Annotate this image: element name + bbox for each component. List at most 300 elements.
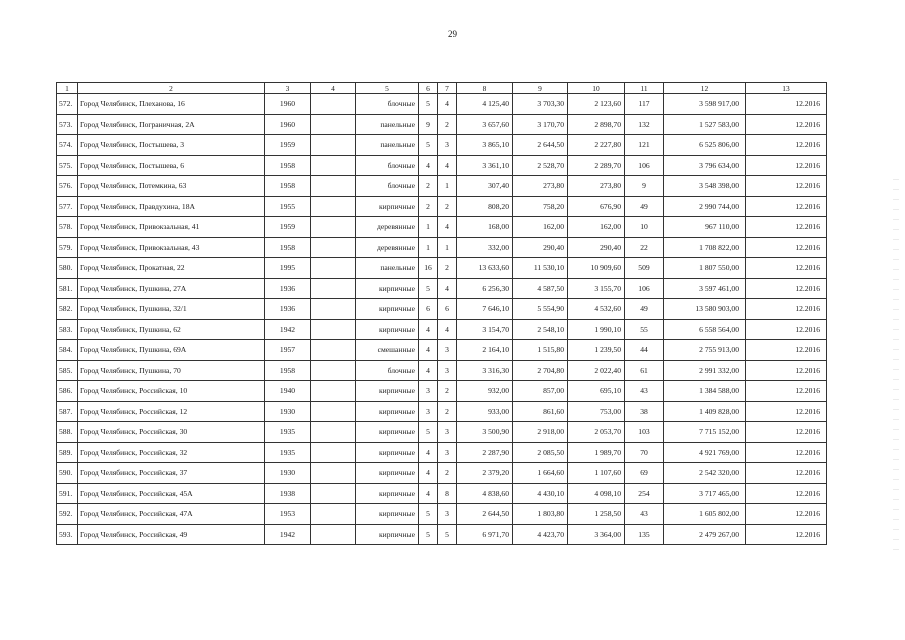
table-cell: кирпичные xyxy=(356,483,419,504)
table-cell: 1942 xyxy=(265,319,311,340)
table-cell: 1935 xyxy=(265,422,311,443)
table-cell: 588. xyxy=(57,422,78,443)
table-cell: 861,60 xyxy=(513,401,568,422)
table-cell: 2 542 320,00 xyxy=(664,463,746,484)
table-cell: 8 xyxy=(438,483,457,504)
table-cell: 3 xyxy=(438,422,457,443)
table-cell: 583. xyxy=(57,319,78,340)
table-cell: 12.2016 xyxy=(746,463,827,484)
table-cell: кирпичные xyxy=(356,196,419,217)
table-cell: 1 239,50 xyxy=(568,340,625,361)
table-cell: 808,20 xyxy=(457,196,513,217)
table-cell: 1 384 588,00 xyxy=(664,381,746,402)
table-cell: 12.2016 xyxy=(746,422,827,443)
table-cell: 5 xyxy=(438,524,457,545)
table-cell: 12.2016 xyxy=(746,258,827,279)
table-cell: кирпичные xyxy=(356,278,419,299)
table-cell: 12.2016 xyxy=(746,483,827,504)
table-cell: 2 479 267,00 xyxy=(664,524,746,545)
table-cell: 2 085,50 xyxy=(513,442,568,463)
table-cell xyxy=(311,340,356,361)
table-cell: Город Челябинск, Постышева, 3 xyxy=(78,135,265,156)
table-cell: 1 664,60 xyxy=(513,463,568,484)
table-cell: 121 xyxy=(625,135,664,156)
table-cell: 3 703,30 xyxy=(513,94,568,115)
table-cell: блочные xyxy=(356,360,419,381)
table-cell xyxy=(311,237,356,258)
table-cell: Город Челябинск, Российская, 10 xyxy=(78,381,265,402)
table-cell: 3 xyxy=(438,135,457,156)
table-cell: 6 971,70 xyxy=(457,524,513,545)
table-cell: блочные xyxy=(356,155,419,176)
table-cell: кирпичные xyxy=(356,422,419,443)
table-cell: кирпичные xyxy=(356,381,419,402)
column-header: 3 xyxy=(265,83,311,94)
table-cell: 1 xyxy=(419,237,438,258)
table-cell: 1 803,80 xyxy=(513,504,568,525)
table-cell: 2 xyxy=(438,114,457,135)
table-cell: 3 154,70 xyxy=(457,319,513,340)
table-cell: 13 633,60 xyxy=(457,258,513,279)
table-cell: 3 796 634,00 xyxy=(664,155,746,176)
table-cell: 575. xyxy=(57,155,78,176)
table-cell: кирпичные xyxy=(356,319,419,340)
table-cell: 10 xyxy=(625,217,664,238)
table-cell: 581. xyxy=(57,278,78,299)
table-cell: 12.2016 xyxy=(746,319,827,340)
table-cell: 1930 xyxy=(265,401,311,422)
table-row xyxy=(57,360,827,381)
table-cell: 3 717 465,00 xyxy=(664,483,746,504)
table-cell xyxy=(311,381,356,402)
table-cell xyxy=(311,319,356,340)
table-cell: 12.2016 xyxy=(746,94,827,115)
table-cell: 106 xyxy=(625,278,664,299)
scan-artifact xyxy=(893,170,899,550)
table-cell: 576. xyxy=(57,176,78,197)
table-cell: 135 xyxy=(625,524,664,545)
table-cell: 1995 xyxy=(265,258,311,279)
table-cell xyxy=(311,94,356,115)
table-cell: 2 xyxy=(438,463,457,484)
table-cell: 3 xyxy=(438,504,457,525)
table-cell: 162,00 xyxy=(513,217,568,238)
table-cell: деревянные xyxy=(356,237,419,258)
column-header: 11 xyxy=(625,83,664,94)
table-cell: 1958 xyxy=(265,176,311,197)
table-cell: 578. xyxy=(57,217,78,238)
table-cell: смешанные xyxy=(356,340,419,361)
table-cell: 132 xyxy=(625,114,664,135)
table-cell: 2 xyxy=(438,401,457,422)
table-cell: 12.2016 xyxy=(746,176,827,197)
table-cell: 7 646,10 xyxy=(457,299,513,320)
table-cell: 2 xyxy=(438,196,457,217)
table-cell xyxy=(311,401,356,422)
table-cell: 4 587,50 xyxy=(513,278,568,299)
table-row xyxy=(57,524,827,545)
table-cell: кирпичные xyxy=(356,524,419,545)
table-cell: 4 xyxy=(419,463,438,484)
table-cell: 12.2016 xyxy=(746,524,827,545)
table-cell: 2 xyxy=(438,381,457,402)
column-header: 4 xyxy=(311,83,356,94)
table-cell: 1 xyxy=(419,217,438,238)
table-cell: 12.2016 xyxy=(746,442,827,463)
table-cell xyxy=(311,114,356,135)
table-cell: Город Челябинск, Правдухина, 18А xyxy=(78,196,265,217)
table-cell: панельные xyxy=(356,258,419,279)
table-cell: Город Челябинск, Пограничная, 2А xyxy=(78,114,265,135)
column-header: 13 xyxy=(746,83,827,94)
table-cell: 2 xyxy=(438,258,457,279)
table-cell: 12.2016 xyxy=(746,196,827,217)
table-row xyxy=(57,504,827,525)
table-cell: 4 423,70 xyxy=(513,524,568,545)
table-cell xyxy=(311,176,356,197)
table-cell: 1935 xyxy=(265,442,311,463)
table-cell xyxy=(311,278,356,299)
table-cell: 106 xyxy=(625,155,664,176)
table-row xyxy=(57,135,827,156)
column-header: 5 xyxy=(356,83,419,94)
table-row xyxy=(57,258,827,279)
table-cell xyxy=(311,422,356,443)
table-cell: 162,00 xyxy=(568,217,625,238)
table-cell: панельные xyxy=(356,114,419,135)
table-cell: Город Челябинск, Российская, 49 xyxy=(78,524,265,545)
table-row xyxy=(57,463,827,484)
table-cell: 4 xyxy=(419,483,438,504)
table-cell: Город Челябинск, Постышева, 6 xyxy=(78,155,265,176)
table-row xyxy=(57,155,827,176)
table-cell: 574. xyxy=(57,135,78,156)
table-cell: 1960 xyxy=(265,114,311,135)
table-cell: 3 155,70 xyxy=(568,278,625,299)
table-cell: 69 xyxy=(625,463,664,484)
table-cell xyxy=(311,360,356,381)
table-cell: 4 532,60 xyxy=(568,299,625,320)
table-cell: 582. xyxy=(57,299,78,320)
table-cell: 2 528,70 xyxy=(513,155,568,176)
table-cell: 5 xyxy=(419,94,438,115)
table-cell: Город Челябинск, Пушкина, 69А xyxy=(78,340,265,361)
table-cell: 1 409 828,00 xyxy=(664,401,746,422)
table-cell: блочные xyxy=(356,176,419,197)
table-cell: 3 657,60 xyxy=(457,114,513,135)
table-cell: 586. xyxy=(57,381,78,402)
table-cell: 273,80 xyxy=(513,176,568,197)
table-cell: 4 838,60 xyxy=(457,483,513,504)
table-cell: 1936 xyxy=(265,278,311,299)
table-cell: 1959 xyxy=(265,135,311,156)
table-cell: 587. xyxy=(57,401,78,422)
table-cell: 332,00 xyxy=(457,237,513,258)
table-cell: 16 xyxy=(419,258,438,279)
column-header: 10 xyxy=(568,83,625,94)
table-row xyxy=(57,237,827,258)
table-cell: 573. xyxy=(57,114,78,135)
table-cell: 3 865,10 xyxy=(457,135,513,156)
table-cell: 3 597 461,00 xyxy=(664,278,746,299)
table-cell: 1959 xyxy=(265,217,311,238)
table-cell: Город Челябинск, Российская, 45А xyxy=(78,483,265,504)
table-row xyxy=(57,278,827,299)
table-cell: 2 xyxy=(419,176,438,197)
table-cell: 49 xyxy=(625,299,664,320)
table-cell: 13 580 903,00 xyxy=(664,299,746,320)
table-cell xyxy=(311,463,356,484)
table-cell: 1930 xyxy=(265,463,311,484)
table-cell: 1958 xyxy=(265,237,311,258)
table-cell: Город Челябинск, Пушкина, 27А xyxy=(78,278,265,299)
table-cell xyxy=(311,196,356,217)
table-cell: 2 053,70 xyxy=(568,422,625,443)
table-cell: Город Челябинск, Потемкина, 63 xyxy=(78,176,265,197)
table-cell: 55 xyxy=(625,319,664,340)
table-cell: 22 xyxy=(625,237,664,258)
table-cell: 1938 xyxy=(265,483,311,504)
column-header: 7 xyxy=(438,83,457,94)
table-cell: 857,00 xyxy=(513,381,568,402)
table-cell: 1940 xyxy=(265,381,311,402)
table-cell: 1 807 550,00 xyxy=(664,258,746,279)
table-cell xyxy=(311,135,356,156)
table-cell: 2 918,00 xyxy=(513,422,568,443)
table-cell: Город Челябинск, Российская, 37 xyxy=(78,463,265,484)
table-cell: кирпичные xyxy=(356,401,419,422)
table-cell xyxy=(311,217,356,238)
table-cell: 753,00 xyxy=(568,401,625,422)
table-cell: Город Челябинск, Российская, 30 xyxy=(78,422,265,443)
table-cell: 932,00 xyxy=(457,381,513,402)
table-cell: 2 644,50 xyxy=(513,135,568,156)
table-cell: 5 xyxy=(419,504,438,525)
table-cell xyxy=(311,442,356,463)
table-cell: 4 xyxy=(419,319,438,340)
table-cell: 1 990,10 xyxy=(568,319,625,340)
table-cell: 12.2016 xyxy=(746,278,827,299)
table-cell: 3 548 398,00 xyxy=(664,176,746,197)
table-cell: 593. xyxy=(57,524,78,545)
table-cell: 3 xyxy=(419,401,438,422)
table-cell: 3 500,90 xyxy=(457,422,513,443)
table-cell: 4 098,10 xyxy=(568,483,625,504)
table-cell: 695,10 xyxy=(568,381,625,402)
table-cell: 4 921 769,00 xyxy=(664,442,746,463)
table-cell: 676,90 xyxy=(568,196,625,217)
table-cell: Город Челябинск, Пушкина, 70 xyxy=(78,360,265,381)
table-cell: 1 xyxy=(438,237,457,258)
table-row xyxy=(57,94,827,115)
table-cell: 2 991 332,00 xyxy=(664,360,746,381)
table-cell: 6 558 564,00 xyxy=(664,319,746,340)
table-cell: панельные xyxy=(356,135,419,156)
table-cell: 10 909,60 xyxy=(568,258,625,279)
table-cell: 12.2016 xyxy=(746,217,827,238)
table-cell xyxy=(311,504,356,525)
table-row xyxy=(57,319,827,340)
table-cell: 584. xyxy=(57,340,78,361)
table-cell: 2 123,60 xyxy=(568,94,625,115)
table-cell: 1957 xyxy=(265,340,311,361)
table-cell: 12.2016 xyxy=(746,299,827,320)
table-cell: 580. xyxy=(57,258,78,279)
table-row xyxy=(57,340,827,361)
table-cell: 3 364,00 xyxy=(568,524,625,545)
table-cell: 4 xyxy=(419,340,438,361)
table-cell: 12.2016 xyxy=(746,155,827,176)
table-cell: 1 605 802,00 xyxy=(664,504,746,525)
table-cell: 585. xyxy=(57,360,78,381)
table-cell: 1955 xyxy=(265,196,311,217)
table-cell: 168,00 xyxy=(457,217,513,238)
column-header: 9 xyxy=(513,83,568,94)
table-cell: 5 xyxy=(419,524,438,545)
table-cell: 758,20 xyxy=(513,196,568,217)
table-cell: 117 xyxy=(625,94,664,115)
table-cell: 49 xyxy=(625,196,664,217)
table-cell: 6 525 806,00 xyxy=(664,135,746,156)
table-cell: 12.2016 xyxy=(746,401,827,422)
table-cell: 933,00 xyxy=(457,401,513,422)
table-cell: 572. xyxy=(57,94,78,115)
table-cell: кирпичные xyxy=(356,299,419,320)
table-row xyxy=(57,401,827,422)
table-row xyxy=(57,442,827,463)
table-cell: 5 554,90 xyxy=(513,299,568,320)
table-cell: 12.2016 xyxy=(746,135,827,156)
table-cell: 1936 xyxy=(265,299,311,320)
table-cell: 3 361,10 xyxy=(457,155,513,176)
table-cell: 589. xyxy=(57,442,78,463)
table-cell: 43 xyxy=(625,381,664,402)
table-header-row xyxy=(57,83,827,94)
table-cell: 290,40 xyxy=(568,237,625,258)
table-cell: 1958 xyxy=(265,155,311,176)
table-cell: 967 110,00 xyxy=(664,217,746,238)
table-cell xyxy=(311,258,356,279)
table-row xyxy=(57,381,827,402)
table-cell xyxy=(311,483,356,504)
table-cell: 1 258,50 xyxy=(568,504,625,525)
table-cell: 12.2016 xyxy=(746,381,827,402)
table-cell: 5 xyxy=(419,278,438,299)
table-cell: 254 xyxy=(625,483,664,504)
table-cell: 4 xyxy=(419,442,438,463)
table-cell: 9 xyxy=(625,176,664,197)
table-cell: 61 xyxy=(625,360,664,381)
table-cell: 70 xyxy=(625,442,664,463)
table-cell: 509 xyxy=(625,258,664,279)
table-cell: Город Челябинск, Пушкина, 62 xyxy=(78,319,265,340)
table-cell: 1 515,80 xyxy=(513,340,568,361)
table-cell: 1942 xyxy=(265,524,311,545)
table-cell: 1958 xyxy=(265,360,311,381)
page-number: 29 xyxy=(448,29,457,39)
table-cell: 1 989,70 xyxy=(568,442,625,463)
table-cell: 4 xyxy=(438,94,457,115)
table-cell: 1 527 583,00 xyxy=(664,114,746,135)
table-cell: 2 704,80 xyxy=(513,360,568,381)
table-cell: 4 125,40 xyxy=(457,94,513,115)
table-cell: 3 316,30 xyxy=(457,360,513,381)
table-cell: Город Челябинск, Российская, 32 xyxy=(78,442,265,463)
table-cell: 592. xyxy=(57,504,78,525)
table-cell: 290,40 xyxy=(513,237,568,258)
table-cell: 1960 xyxy=(265,94,311,115)
table-cell: Город Челябинск, Плеханова, 16 xyxy=(78,94,265,115)
table-cell: 12.2016 xyxy=(746,237,827,258)
table-cell: кирпичные xyxy=(356,463,419,484)
table-cell: 103 xyxy=(625,422,664,443)
table-cell: 3 598 917,00 xyxy=(664,94,746,115)
column-header: 1 xyxy=(57,83,78,94)
table-cell: 2 022,40 xyxy=(568,360,625,381)
table-cell: 12.2016 xyxy=(746,340,827,361)
table-cell: 591. xyxy=(57,483,78,504)
table-cell: 2 644,50 xyxy=(457,504,513,525)
table-cell: 4 xyxy=(438,319,457,340)
table-cell: блочные xyxy=(356,94,419,115)
table-cell: кирпичные xyxy=(356,504,419,525)
table-cell: 11 530,10 xyxy=(513,258,568,279)
table-cell xyxy=(311,299,356,320)
table-cell: Город Челябинск, Прокатная, 22 xyxy=(78,258,265,279)
table-cell: 9 xyxy=(419,114,438,135)
column-header: 6 xyxy=(419,83,438,94)
table-cell: 12.2016 xyxy=(746,504,827,525)
table-row xyxy=(57,422,827,443)
table-cell: 3 xyxy=(438,442,457,463)
table-cell: 273,80 xyxy=(568,176,625,197)
table-cell: 44 xyxy=(625,340,664,361)
table-cell: 1 708 822,00 xyxy=(664,237,746,258)
table-cell: 3 xyxy=(438,360,457,381)
table-row xyxy=(57,483,827,504)
table-row xyxy=(57,196,827,217)
table-cell: 2 164,10 xyxy=(457,340,513,361)
table-cell xyxy=(311,524,356,545)
table-cell: Город Челябинск, Привокзальная, 43 xyxy=(78,237,265,258)
table-cell: Город Челябинск, Пушкина, 32/1 xyxy=(78,299,265,320)
table-row xyxy=(57,114,827,135)
table-cell: 2 227,80 xyxy=(568,135,625,156)
table-cell: 2 379,20 xyxy=(457,463,513,484)
table-cell: 38 xyxy=(625,401,664,422)
table-cell: Город Челябинск, Привокзальная, 41 xyxy=(78,217,265,238)
table-cell: 4 xyxy=(438,155,457,176)
column-header: 2 xyxy=(78,83,265,94)
table-cell: 1 107,60 xyxy=(568,463,625,484)
table-cell: 1953 xyxy=(265,504,311,525)
table-row xyxy=(57,299,827,320)
table-cell: Город Челябинск, Российская, 12 xyxy=(78,401,265,422)
table-cell: 12.2016 xyxy=(746,114,827,135)
table-cell: 4 430,10 xyxy=(513,483,568,504)
table-cell: 2 287,90 xyxy=(457,442,513,463)
table-row xyxy=(57,176,827,197)
table-cell: 577. xyxy=(57,196,78,217)
table-cell: 1 xyxy=(438,176,457,197)
table-cell: 4 xyxy=(419,155,438,176)
table-cell: 2 289,70 xyxy=(568,155,625,176)
table-cell: 5 xyxy=(419,135,438,156)
table-cell: 3 170,70 xyxy=(513,114,568,135)
table-cell: 43 xyxy=(625,504,664,525)
table-cell: 5 xyxy=(419,422,438,443)
table-cell: 12.2016 xyxy=(746,360,827,381)
